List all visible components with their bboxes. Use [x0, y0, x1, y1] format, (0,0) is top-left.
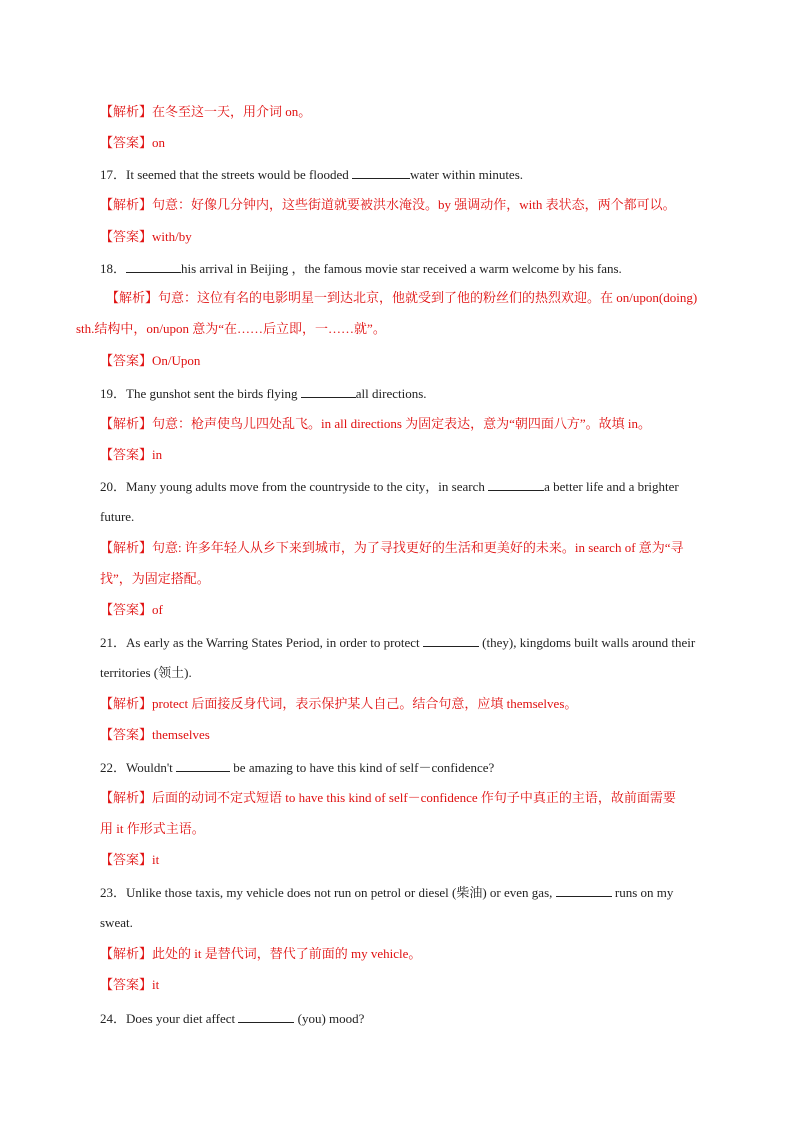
answer-line: 【答案】themselves [100, 727, 210, 743]
answer-line: 【答案】On/Upon [100, 353, 201, 369]
answer-blank [238, 1010, 294, 1023]
analysis-line: 【解析】句意：这位有名的电影明星一到达北京，他就受到了他的粉丝们的热烈欢迎。在 on/upon(doing) [106, 290, 698, 306]
analysis-continuation: 用 it 作形式主语。 [100, 821, 205, 836]
analysis-continuation: sth.结构中，on/upon 意为“在……后立即，一……就”。 [76, 321, 386, 336]
answer-blank [126, 260, 181, 273]
question-20: 20．Many young adults move from the countryside to the city，in search a better life and a brighter [100, 479, 679, 494]
answer-line: 【答案】in [100, 447, 163, 463]
answer-line: 【答案】on [100, 135, 166, 151]
analysis-line: 【解析】此处的 it 是替代词，替代了前面的 my vehicle。 [100, 946, 422, 962]
question-24: 24．Does your diet affect (you) mood? [100, 1011, 365, 1026]
question-continuation: future. [100, 509, 135, 524]
question-17: 17．It seemed that the streets would be flooded water within minutes. [100, 167, 524, 182]
analysis-line: 【解析】句意: 许多年轻人从乡下来到城市，为了寻找更好的生活和更美好的未来。in search of 意为“寻 [100, 540, 684, 556]
answer-blank [352, 166, 410, 179]
analysis-line: 【解析】在冬至这一天，用介词 on。 [100, 104, 312, 120]
question-continuation: sweat. [100, 915, 133, 930]
question-continuation: territories (领土). [100, 665, 192, 680]
question-19: 19．The gunshot sent the birds flying all directions. [100, 386, 427, 401]
question-18: 18． his arrival in Beijing ，the famous movie star received a warm welcome by his fans. [100, 261, 622, 276]
question-23: 23．Unlike those taxis, my vehicle does not run on petrol or diesel (柴油) or even gas, runs on my [100, 885, 674, 900]
answer-line: 【答案】with/by [100, 229, 192, 245]
analysis-line: 【解析】句意：枪声使鸟儿四处乱飞。in all directions 为固定表达，意为“朝四面八方”。故填 in。 [100, 416, 652, 432]
question-21: 21．As early as the Warring States Period, in order to protect (they), kingdoms built walls around their [100, 635, 696, 650]
answer-blank [423, 634, 479, 647]
answer-blank [556, 884, 612, 897]
analysis-line: 【解析】后面的动词不定式短语 to have this kind of self－confidence 作句子中真正的主语，故前面需要 [100, 790, 676, 806]
answer-blank [301, 385, 356, 398]
answer-line: 【答案】it [100, 977, 160, 993]
answer-line: 【答案】it [100, 852, 160, 868]
analysis-line: 【解析】句意：好像几分钟内，这些街道就要被洪水淹没。by 强调动作，with 表状态，两个都可以。 [100, 197, 676, 213]
answer-blank [488, 478, 544, 491]
analysis-line: 【解析】protect 后面接反身代词，表示保护某人自己。结合句意，应填 themselves。 [100, 696, 578, 712]
answer-line: 【答案】of [100, 602, 163, 618]
analysis-continuation: 找”，为固定搭配。 [100, 571, 210, 586]
question-22: 22．Wouldn't be amazing to have this kind of self－confidence? [100, 760, 495, 775]
answer-blank [176, 759, 230, 772]
